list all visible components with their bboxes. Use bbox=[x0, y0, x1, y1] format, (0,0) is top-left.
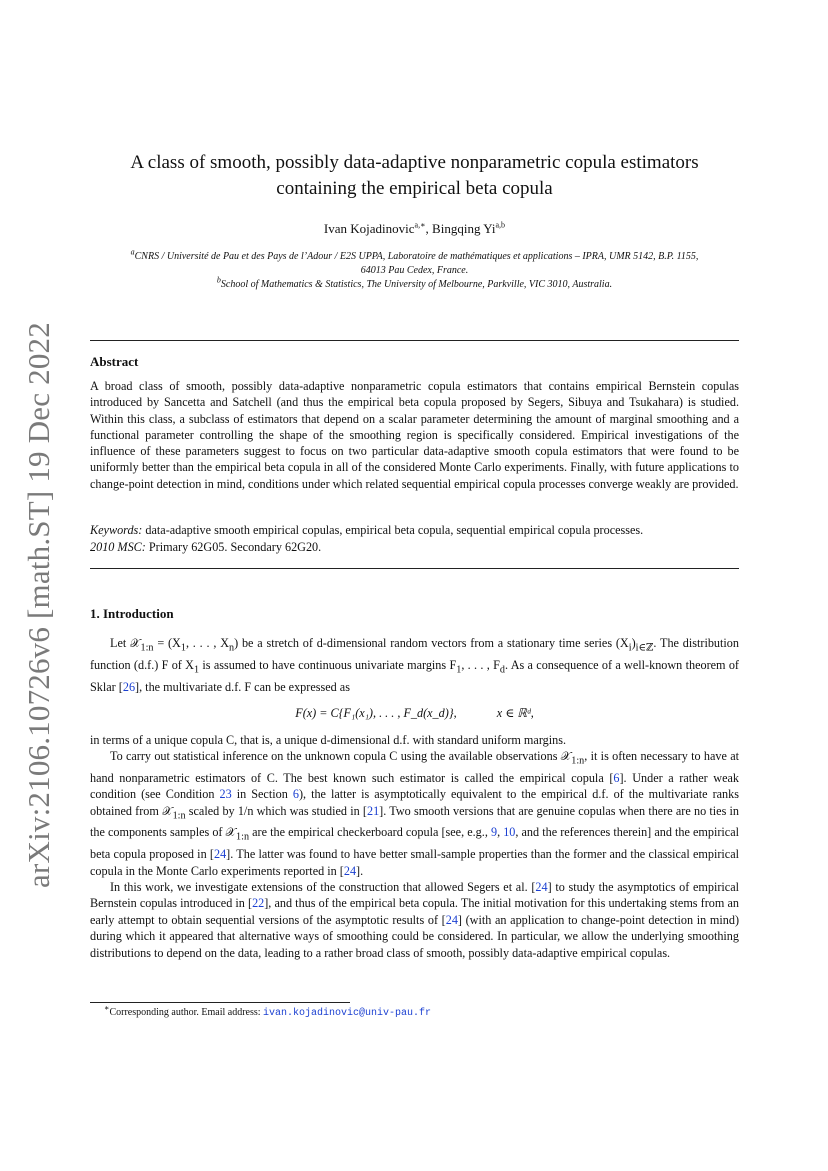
citation-26[interactable]: 26 bbox=[122, 679, 136, 694]
msc-line bbox=[90, 539, 739, 556]
title-line-2: containing the empirical beta copula bbox=[276, 178, 553, 199]
author-separator: , bbox=[425, 221, 433, 236]
author-2-affiliation-marks: a,b bbox=[495, 220, 506, 230]
title-line-1: A class of smooth, possibly data-adaptive nonparametric copula estimators bbox=[130, 152, 699, 173]
citation-9[interactable]: 9 bbox=[490, 825, 498, 840]
affiliation-b: $^b$School of Mathematics & Statistics, The University of Melbourne, Parkville, VIC 3010, Australia. bbox=[216, 275, 613, 290]
intro-paragraph-2: To carry out statistical inference on the unknown copula C using the available observations 𝒳$_{1:n}$, it is often necessary to have at hand nonparametric estimators of C. The best known such estimator is called the empirical copula [6]. Under a rather weak condition (see Condition 23 in Section 6), the latter is asymptotically equivalent to the empirical d.f. of the multivariate ranks obtained from 𝒳$_{1:n}$ scaled by 1/n which was studied in [21]. Two smooth versions that are genuine copulas when there are no ties in the components samples of 𝒳$_{1:n}$ are the empirical checkerboard copula [see, e.g., 9, 10, and the references therein] and the empirical beta copula proposed in [24]. The latter was found to have better small-sample properties than the former and the classical empirical copula in the Monte Carlo experiments reported in [24]. bbox=[90, 748, 740, 878]
footnote-corresponding-author: ∗Corresponding author. Email address: ivan.kojadinovic@univ-pau.fr bbox=[104, 1003, 432, 1019]
intro-paragraph-3: In this work, we investigate extensions of the construction that allowed Segers et al. [24] to study the asymptotics of empirical Bernstein copulas introduced in [22], and thus of the empirical beta copula. The initial motivation for this undertaking stems from an early attempt to obtain sequential versions of the asymptotic results of [24] (with an application to change-point detection in mind) during which it appeared that alternative ways of smoothing could be considered. In particular, we allow the underlying smoothing distributions to depend on the data, leading to a rather broad class of smooth, possibly data-adaptive empirical copulas. bbox=[90, 880, 740, 960]
author-kojadinovic: Ivan Kojadinovic bbox=[323, 221, 415, 236]
msc-text: Primary 62G05. Secondary 62G20. bbox=[148, 539, 322, 554]
author-email-link[interactable]: ivan.kojadinovic@univ-pau.fr bbox=[263, 1008, 432, 1019]
citation-24[interactable]: 24 bbox=[535, 880, 548, 895]
affiliations bbox=[90, 247, 739, 292]
citation-21[interactable]: 21 bbox=[366, 803, 380, 818]
section-heading-introduction: 1. Introduction bbox=[90, 606, 174, 621]
paper-title bbox=[90, 150, 739, 202]
intro-paragraph-1: Let 𝒳$_{1:n}$ = ($X_1$, . . . , $X_n$) be a stretch of d-dimensional random vectors from a stationary time series $(X_i)_{i\in ℤ}$. The distribution function (d.f.) F of $X_1$ is assumed to have continuous univariate margins $F_1$, . . . , $F_d$. As a consequence of a well-known theorem of Sklar [26], the multivariate d.f. F can be expressed as bbox=[90, 636, 739, 694]
arxiv-identifier: arXiv:2106.10726v6 [math.ST] 19 Dec 2022 bbox=[21, 322, 56, 888]
msc-label: 2010 MSC: bbox=[90, 539, 146, 554]
author-yi: Bingqing Yi bbox=[432, 221, 496, 236]
introduction-body bbox=[90, 635, 739, 961]
citation-6[interactable]: 6 bbox=[613, 770, 620, 785]
affiliation-a: $^a$CNRS / Université de Pau et des Pays de l’Adour / E2S UPPA, Laboratoire de mathématiques et applications – IPRA, UMR 5142, B.P. 1155, bbox=[130, 247, 699, 262]
abstract-heading: Abstract bbox=[90, 354, 139, 369]
keywords-line bbox=[90, 522, 739, 539]
arxiv-sidebar bbox=[14, 322, 64, 888]
citation-24[interactable]: 24 bbox=[213, 847, 227, 862]
citation-22[interactable]: 22 bbox=[252, 896, 265, 911]
citation-24[interactable]: 24 bbox=[343, 863, 357, 878]
citation-10[interactable]: 10 bbox=[503, 825, 516, 840]
equation-left: F(x) = C{F₁(x₁), . . . , F_d(x_d)}, bbox=[295, 706, 457, 721]
citation-24[interactable]: 24 bbox=[445, 912, 458, 927]
keywords-label: Keywords: bbox=[90, 523, 143, 537]
abstract-text: A broad class of smooth, possibly data-adaptive nonparametric copula estimators that contains empirical Bernstein copulas introduced by Sancetta and Satchell (and thus the empirical beta copula proposed by Segers, Sibuya and Tsukahara) is studied. Within this class, a subclass of estimators that depend on a scalar parameter determining the amount of marginal smoothing and a functional parameter controlling the shape of the smoothing region is specifically considered. Empirical investigations of the influence of these parameters suggest to focus on two particular data-adaptive smooth copula estimators that were found to be uniformly better than the empirical beta copula in all of the considered Monte Carlo experiments. Finally, with future applications to change-point detection in mind, conditions under which related sequential empirical copula processes converge weakly are provided. bbox=[90, 379, 739, 491]
affiliation-a-cont: 64013 Pau Cedex, France. bbox=[360, 265, 469, 276]
keywords-block bbox=[90, 522, 739, 555]
section-6-link[interactable]: 6 bbox=[292, 787, 299, 802]
author-list bbox=[90, 221, 739, 237]
abstract-top-rule bbox=[90, 340, 739, 341]
footnote-rule bbox=[90, 1002, 350, 1003]
author-1-affiliation-marks: a,∗ bbox=[414, 220, 426, 230]
abstract-bottom-rule bbox=[90, 568, 739, 569]
intro-after-equation: in terms of a unique copula C, that is, a unique d-dimensional d.f. with standard uniform margins. bbox=[90, 732, 567, 747]
keywords-text: data-adaptive smooth empirical copulas, empirical beta copula, sequential empirical copula processes. bbox=[145, 523, 644, 537]
sklar-equation bbox=[90, 705, 739, 721]
equation-right: x ∈ ℝᵈ, bbox=[496, 706, 534, 721]
condition-23-link[interactable]: 23 bbox=[219, 787, 232, 802]
